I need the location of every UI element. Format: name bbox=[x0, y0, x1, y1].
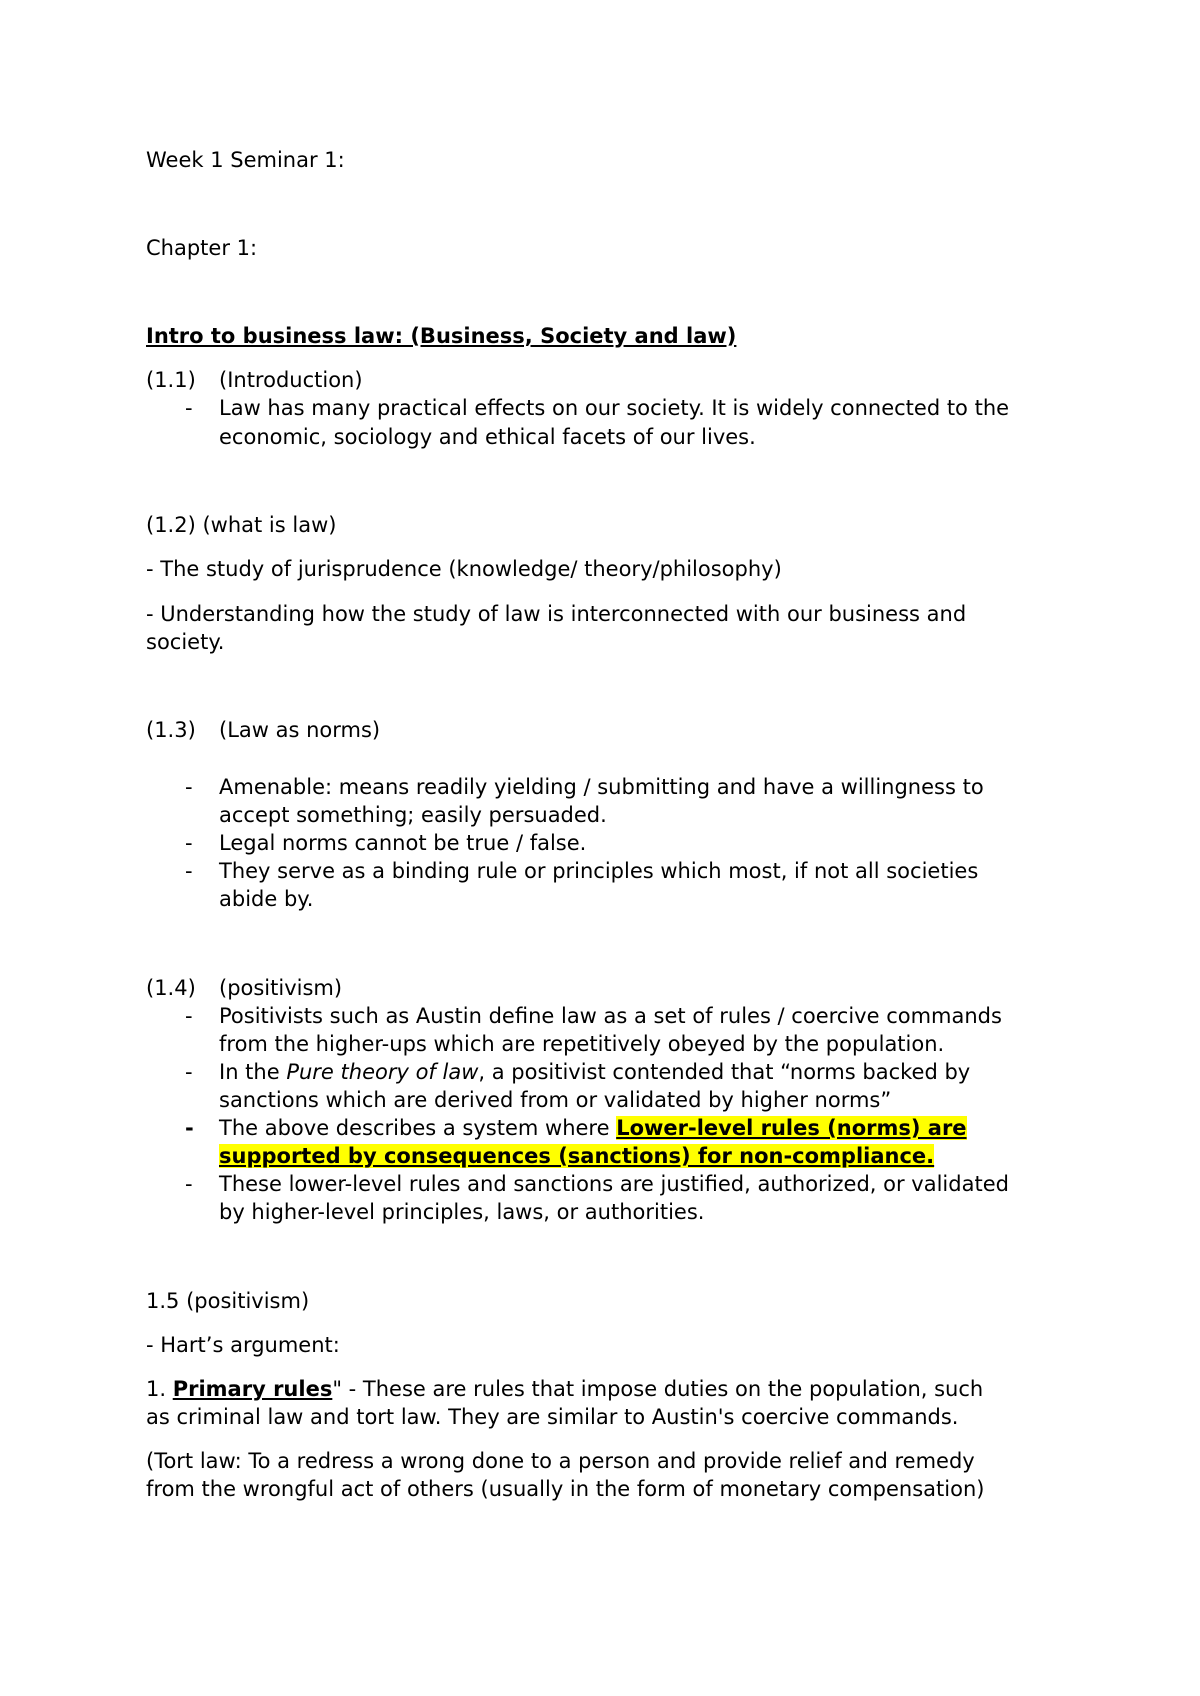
bullet-dash: - bbox=[185, 831, 193, 855]
list-number: 1. bbox=[146, 1377, 173, 1401]
bullet-text: by higher-level principles, laws, or authorities. bbox=[219, 1200, 705, 1224]
bullet-dash: - bbox=[185, 1172, 193, 1196]
bullet-text: Positivists such as Austin define law as a set of rules / coercive commands bbox=[219, 1004, 1002, 1028]
bullet-text: sanctions which are derived from or validated by higher norms” bbox=[219, 1088, 892, 1112]
section-number: (1.3) bbox=[146, 718, 196, 742]
bullet-text: accept something; easily persuaded. bbox=[219, 803, 607, 827]
paragraph: society. bbox=[146, 630, 225, 654]
section-label: (Law as norms) bbox=[219, 718, 381, 742]
bullet-text-post: , a positivist contended that “norms backed by bbox=[478, 1060, 971, 1084]
section-label: (Introduction) bbox=[219, 368, 363, 392]
book-title: Pure theory of law bbox=[286, 1060, 479, 1084]
bullet-text: economic, sociology and ethical facets of our lives. bbox=[219, 425, 756, 449]
bullet-dash: - bbox=[185, 1060, 193, 1084]
paragraph-text: " - These are rules that impose duties on the population, such bbox=[332, 1377, 984, 1401]
bullet-text bbox=[219, 1114, 1079, 1142]
paragraph: (Tort law: To a redress a wrong done to a person and provide relief and remedy bbox=[146, 1449, 975, 1473]
paragraph bbox=[146, 1375, 983, 1403]
bullet-dash: - bbox=[185, 1004, 193, 1028]
bullet-text: They serve as a binding rule or principles which most, if not all societies bbox=[219, 859, 979, 883]
section-heading: 1.5 (positivism) bbox=[146, 1289, 310, 1313]
term: Primary rules bbox=[172, 1377, 333, 1401]
bullet-text-pre: The above describes a system where bbox=[219, 1116, 617, 1140]
bullet-text: abide by. bbox=[219, 887, 314, 911]
bullet-text: Amenable: means readily yielding / submitting and have a willingness to bbox=[219, 775, 984, 799]
bullet-text: Legal norms cannot be true / false. bbox=[219, 831, 587, 855]
paragraph: - Hart’s argument: bbox=[146, 1333, 340, 1357]
section-number: (1.4) bbox=[146, 976, 196, 1000]
highlighted-text: supported by consequences (sanctions) for non-compliance. bbox=[219, 1144, 935, 1168]
section-label: (positivism) bbox=[219, 976, 343, 1000]
paragraph: - The study of jurisprudence (knowledge/ theory/philosophy) bbox=[146, 557, 782, 581]
chapter-label: Chapter 1: bbox=[146, 236, 258, 260]
bullet-dash: - bbox=[185, 1116, 194, 1140]
bullet-dash: - bbox=[185, 775, 193, 799]
week-label: Week 1 Seminar 1: bbox=[146, 148, 345, 172]
paragraph: as criminal law and tort law. They are similar to Austin's coercive commands. bbox=[146, 1405, 959, 1429]
section-number: (1.1) bbox=[146, 368, 196, 392]
highlighted-text: Lower-level rules (norms) are bbox=[616, 1116, 967, 1140]
bullet-text-pre: In the bbox=[219, 1060, 287, 1084]
bullet-text: These lower-level rules and sanctions are justified, authorized, or validated bbox=[219, 1172, 1009, 1196]
bullet-text bbox=[219, 1058, 1079, 1086]
page-title: Intro to business law: (Business, Society and law) bbox=[146, 324, 737, 348]
paragraph: - Understanding how the study of law is interconnected with our business and bbox=[146, 602, 967, 626]
bullet-text: from the higher-ups which are repetitively obeyed by the population. bbox=[219, 1032, 945, 1056]
section-heading: (1.2) (what is law) bbox=[146, 513, 337, 537]
bullet-dash: - bbox=[185, 396, 193, 420]
paragraph: from the wrongful act of others (usually in the form of monetary compensation) bbox=[146, 1477, 985, 1501]
bullet-text: Law has many practical effects on our society. It is widely connected to the bbox=[219, 396, 1010, 420]
bullet-text bbox=[219, 1142, 1079, 1170]
bullet-dash: - bbox=[185, 859, 193, 883]
